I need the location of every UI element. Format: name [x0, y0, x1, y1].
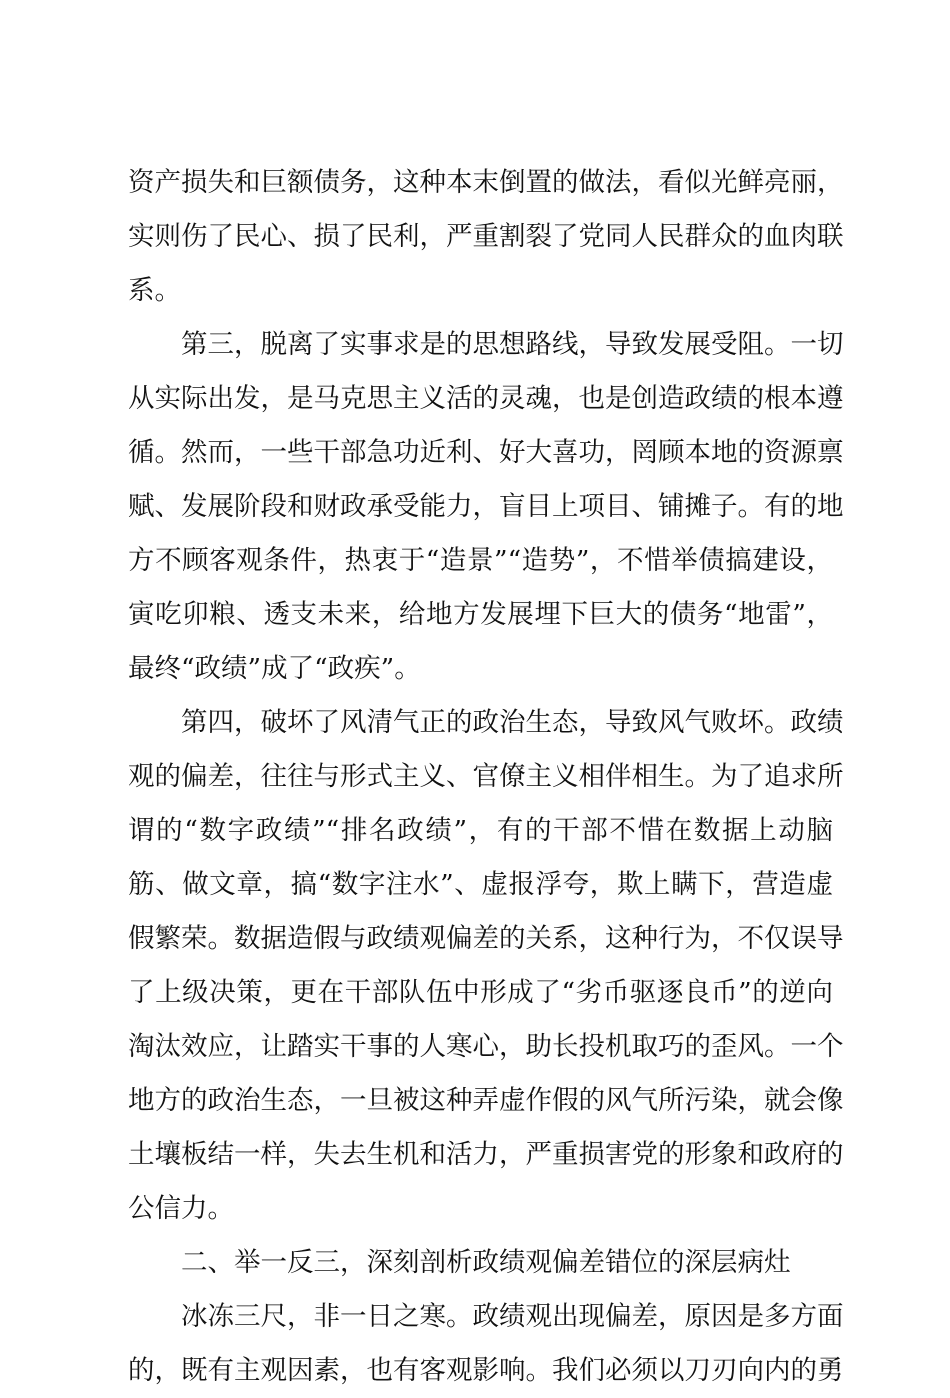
text-line: 资产损失和巨额债务，这种本末倒置的做法，看似光鲜亮丽， [128, 167, 844, 198]
text-line: 方不顾客观条件，热衷于“造景”“造势”，不惜举债搞建设， [128, 545, 833, 576]
document-body [128, 156, 844, 1398]
text-line: 实则伤了民心、损了民利，严重割裂了党同人民群众的血肉联 [128, 221, 844, 252]
section-heading: 二、举一反三，深刻剖析政绩观偏差错位的深层病灶 [181, 1247, 791, 1278]
text-line: 淘汰效应，让踏实干事的人寒心，助长投机取巧的歪风。一个 [128, 1031, 844, 1062]
text-line: 的，既有主观因素，也有客观影响。我们必须以刀刃向内的勇 [128, 1355, 844, 1386]
paragraph-start-line: 冰冻三尺，非一日之寒。政绩观出现偏差，原因是多方面 [181, 1301, 844, 1332]
text-line: 循。然而，一些干部急功近利、好大喜功，罔顾本地的资源禀 [128, 437, 844, 468]
text-line: 筋、做文章，搞“数字注水”、虚报浮夸，欺上瞒下，营造虚 [128, 869, 833, 900]
text-line: 从实际出发，是马克思主义活的灵魂，也是创造政绩的根本遵 [128, 383, 844, 414]
text-line: 假繁荣。数据造假与政绩观偏差的关系，这种行为，不仅误导 [128, 923, 844, 954]
text-line: 最终“政绩”成了“政疾”。 [128, 653, 421, 684]
text-line: 土壤板结一样，失去生机和活力，严重损害党的形象和政府的 [128, 1139, 844, 1170]
paragraph-start-line: 第三，脱离了实事求是的思想路线，导致发展受阻。一切 [181, 329, 844, 360]
paragraph-start-line: 第四，破坏了风清气正的政治生态，导致风气败坏。政绩 [181, 707, 844, 738]
text-line: 寅吃卯粮、透支未来，给地方发展埋下巨大的债务“地雷”， [128, 599, 833, 630]
text-line: 观的偏差，往往与形式主义、官僚主义相伴相生。为了追求所 [128, 761, 844, 792]
text-line: 系。 [128, 275, 181, 306]
text-line: 公信力。 [128, 1193, 234, 1224]
text-line: 地方的政治生态，一旦被这种弄虚作假的风气所污染，就会像 [128, 1085, 844, 1116]
text-line: 谓的“数字政绩”“排名政绩”，有的干部不惜在数据上动脑 [128, 815, 833, 846]
text-line: 了上级决策，更在干部队伍中形成了“劣币驱逐良币”的逆向 [128, 977, 833, 1008]
text-line: 赋、发展阶段和财政承受能力，盲目上项目、铺摊子。有的地 [128, 491, 844, 522]
